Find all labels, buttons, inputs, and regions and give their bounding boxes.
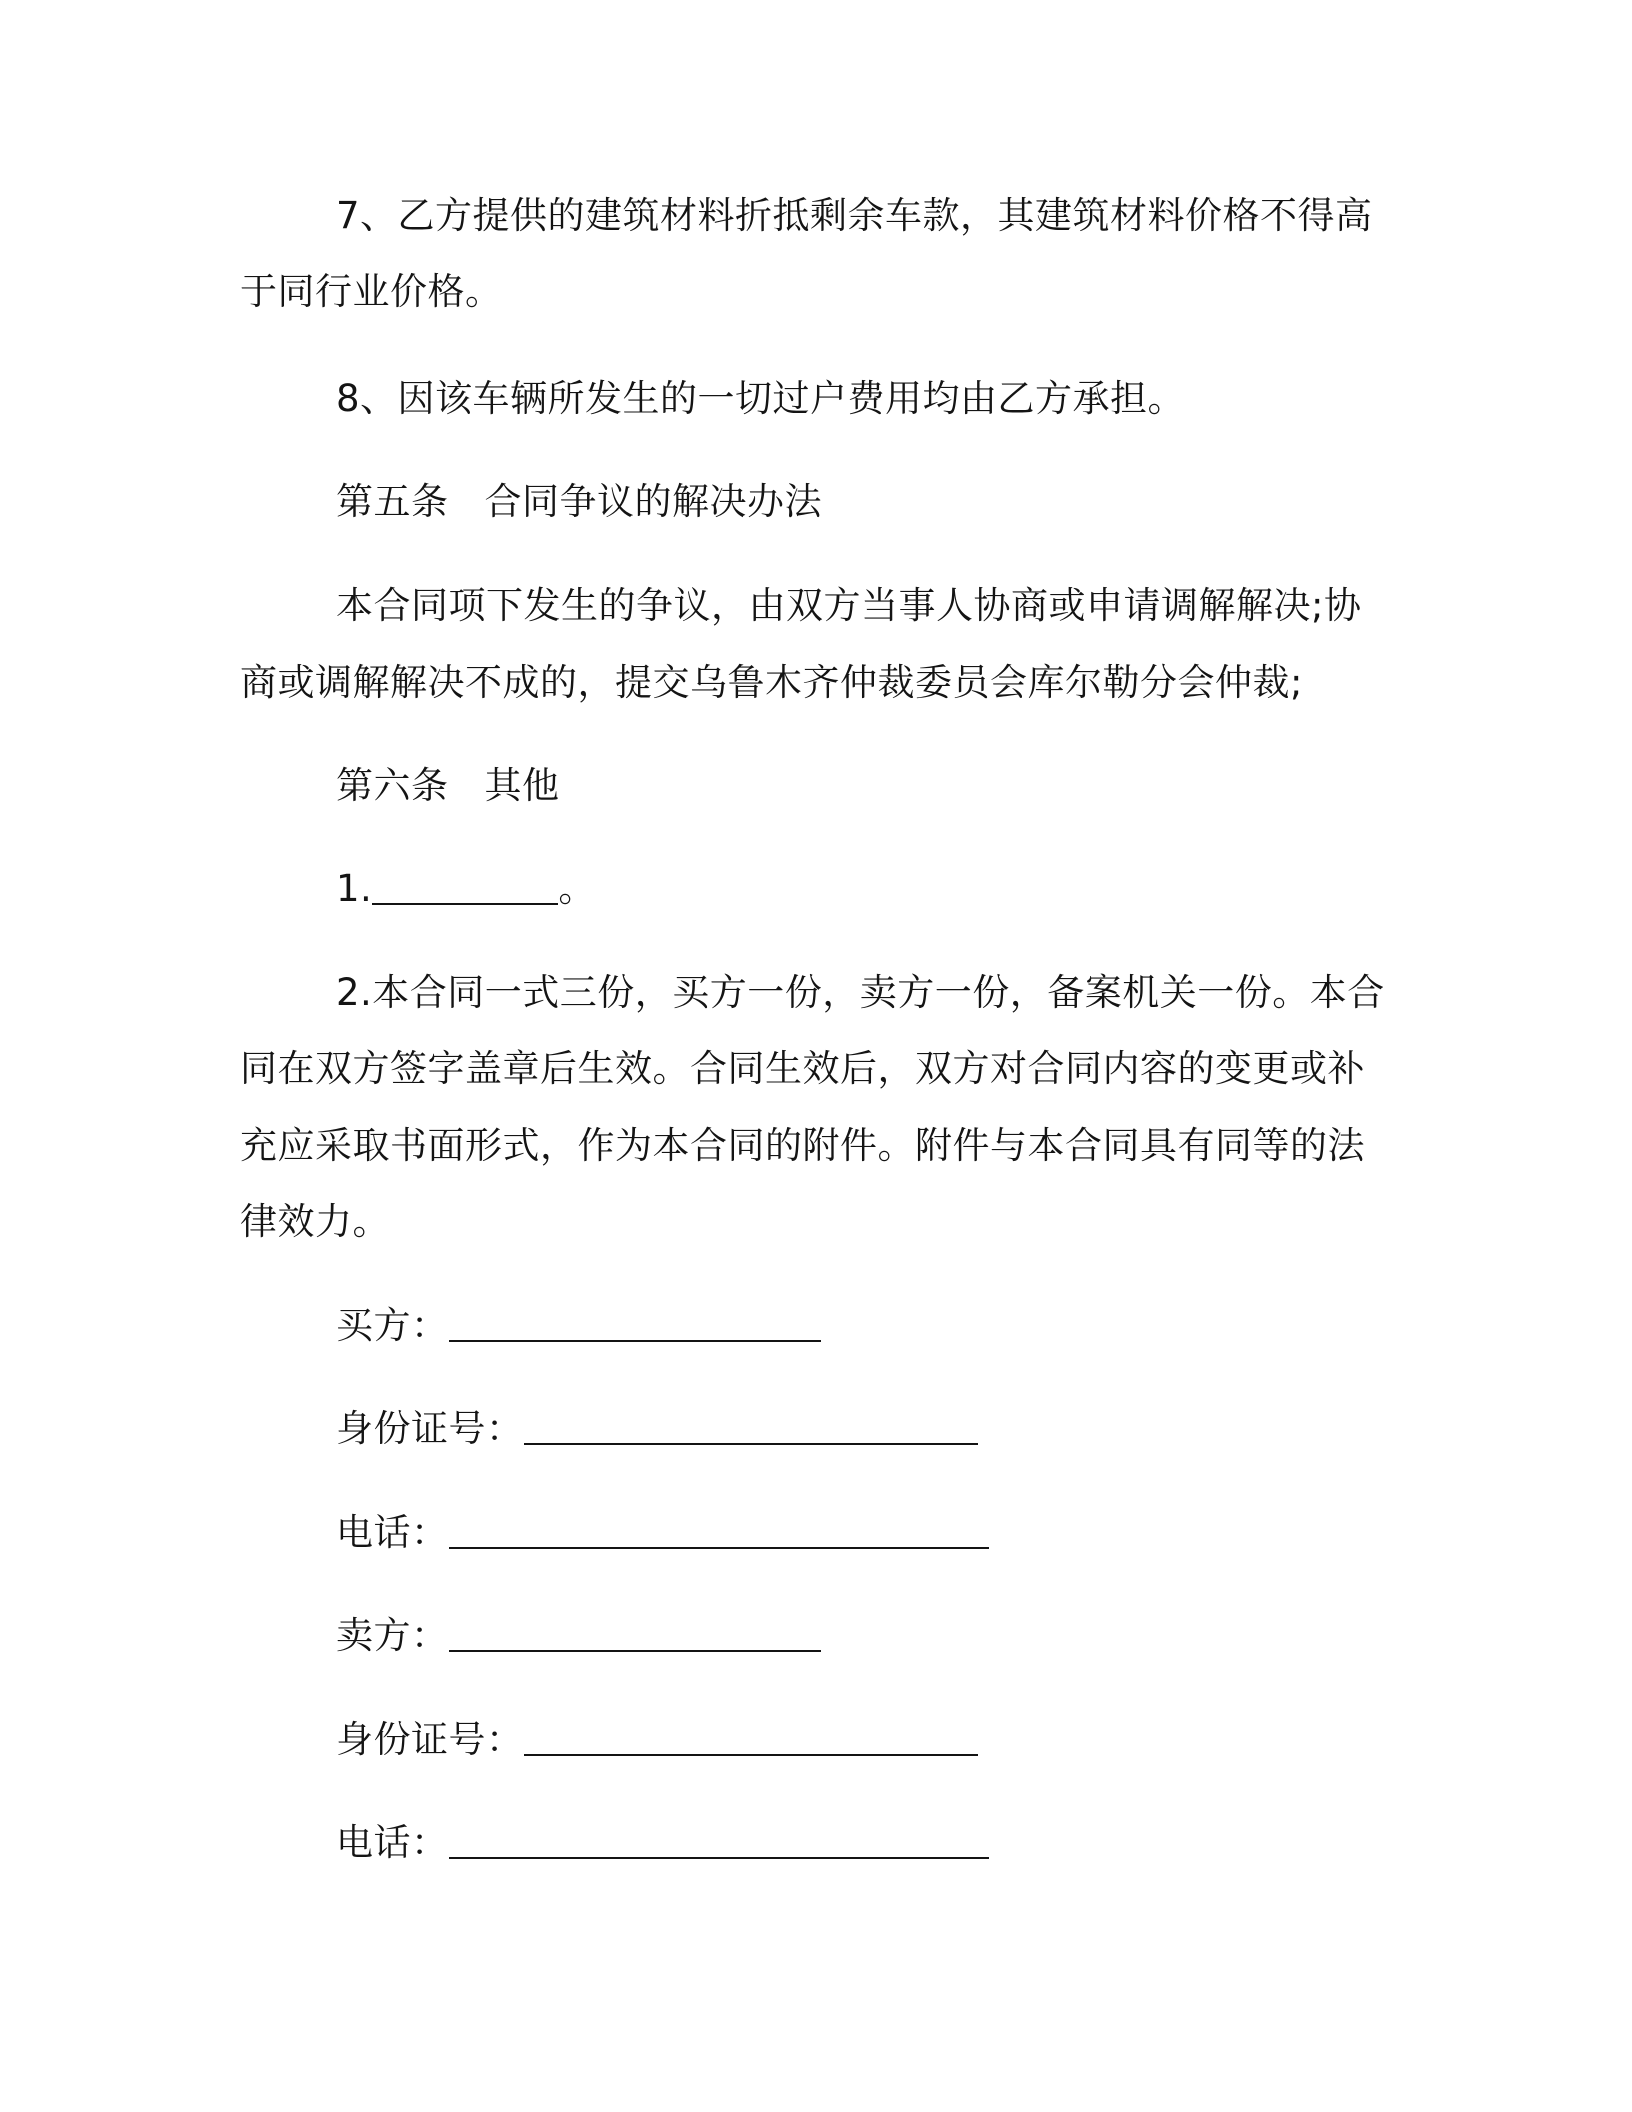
buyer-row [336, 1298, 821, 1354]
buyer-phone-blank-field[interactable] [449, 1507, 989, 1549]
item1-blank-field[interactable] [372, 863, 558, 905]
item8: 8、因该车辆所发生的一切过户费用均由乙方承担。 [336, 377, 1186, 420]
seller-phone-blank-field[interactable] [449, 1817, 989, 1859]
article5-line2: 商或调解解决不成的，提交乌鲁木齐仲裁委员会库尔勒分会仲裁; [240, 661, 1303, 704]
seller-id-row [336, 1712, 978, 1768]
item7-line1: 7、乙方提供的建筑材料折抵剩余车款，其建筑材料价格不得高 [336, 194, 1373, 237]
article5-line1: 本合同项下发生的争议，由双方当事人协商或申请调解解决;协 [336, 584, 1362, 627]
item7-line2: 于同行业价格。 [240, 270, 503, 313]
buyer-phone-row [336, 1505, 989, 1561]
seller-phone-label: 电话： [336, 1821, 449, 1864]
article6-title: 其他 [484, 764, 560, 807]
article6-item2-line2: 同在双方签字盖章后生效。合同生效后，双方对合同内容的变更或补 [240, 1047, 1365, 1090]
article6-heading [336, 758, 560, 814]
article6-number: 第六条 [336, 764, 449, 807]
seller-id-blank-field[interactable] [524, 1714, 978, 1756]
buyer-phone-label: 电话： [336, 1511, 449, 1554]
buyer-blank-field[interactable] [449, 1300, 821, 1342]
buyer-label: 买方： [336, 1304, 449, 1347]
article6-item2-line1: 2.本合同一式三份，买方一份，卖方一份，备案机关一份。本合 [336, 971, 1385, 1014]
seller-phone-row [336, 1815, 989, 1871]
buyer-id-blank-field[interactable] [524, 1403, 978, 1445]
item1-suffix: 。 [558, 867, 596, 910]
seller-label: 卖方： [336, 1614, 449, 1657]
article6-item1 [336, 861, 596, 917]
item1-prefix: 1. [336, 867, 373, 910]
buyer-id-label: 身份证号： [336, 1407, 524, 1450]
seller-blank-field[interactable] [449, 1610, 821, 1652]
article6-item2-line3: 充应采取书面形式，作为本合同的附件。附件与本合同具有同等的法 [240, 1124, 1365, 1167]
seller-id-label: 身份证号： [336, 1718, 524, 1761]
buyer-id-row [336, 1401, 978, 1457]
article5-number: 第五条 [336, 480, 449, 523]
seller-row [336, 1608, 821, 1664]
article5-heading [336, 474, 822, 530]
article6-item2-line4: 律效力。 [240, 1200, 390, 1243]
article5-title: 合同争议的解决办法 [484, 480, 822, 523]
